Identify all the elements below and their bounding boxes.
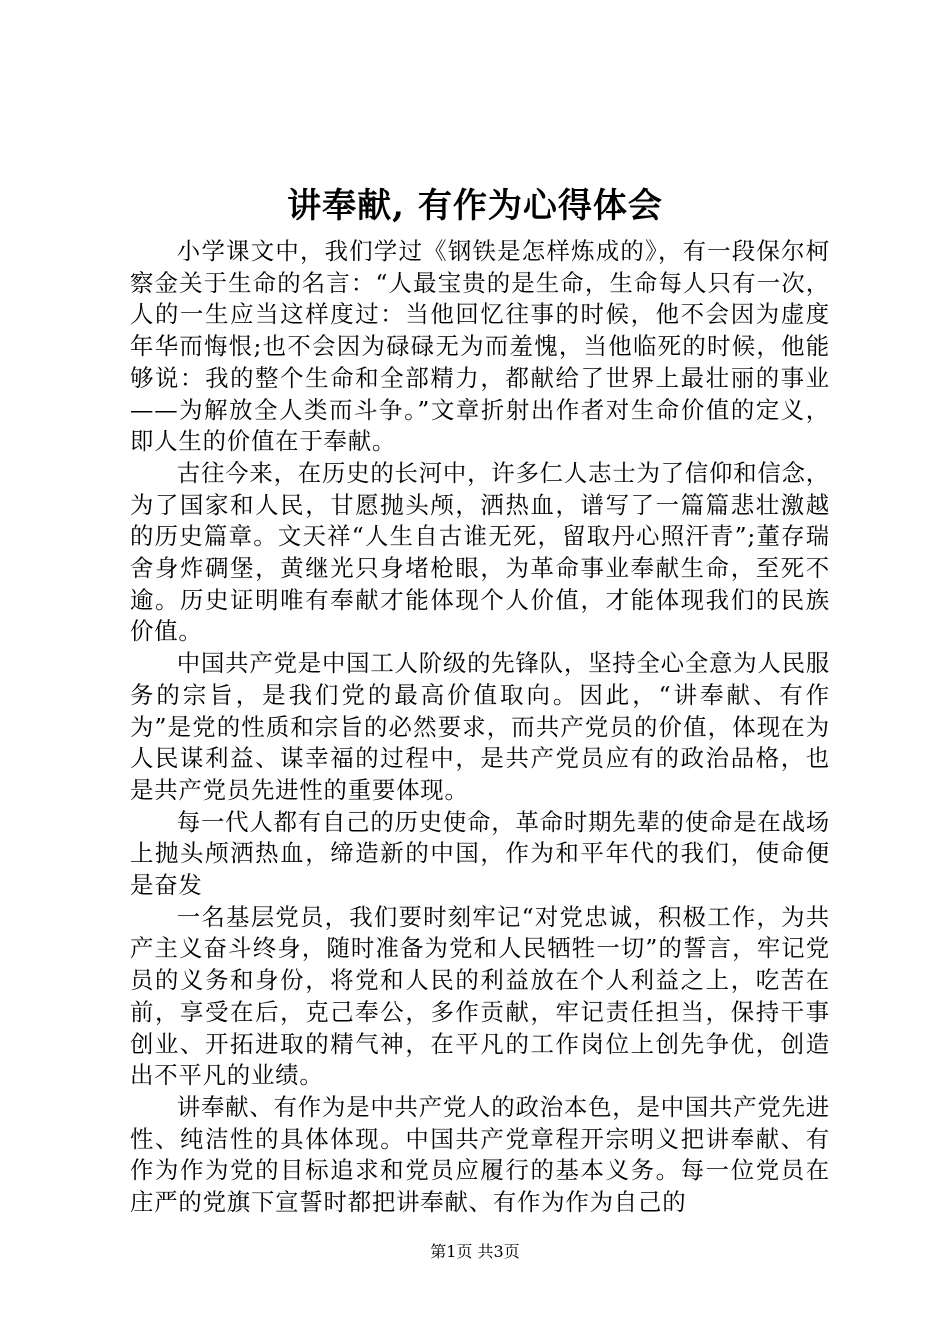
document-body: [130, 236, 830, 1219]
paragraph-4: 每一代人都有自己的历史使命，革命时期先辈的使命是在战场上抛头颅洒热血，缔造新的中国，作为和平年代的我们，使命便是奋发: [130, 807, 830, 900]
paragraph-1: 小学课文中，我们学过《钢铁是怎样炼成的》，有一段保尔柯察金关于生命的名言：“人最宝贵的是生命，生命每人只有一次，人的一生应当这样度过：当他回忆往事的时候，他不会因为虚度年华而悔恨;也不会因为碌碌无为而羞愧，当他临死的时候，他能够说：我的整个生命和全部精力，都献给了世界上最壮丽的事业——为解放全人类而斗争。”文章折射出作者对生命价值的定义，即人生的价值在于奉献。: [130, 237, 830, 456]
page-number-footer: 第1页 共3页: [430, 1242, 520, 1261]
paragraph-6: 讲奉献、有作为是中共产党人的政治本色，是中国共产党先进性、纯洁性的具体体现。中国共产党章程开宗明义把讲奉献、有作为作为党的目标追求和党员应履行的基本义务。每一位党员在庄严的党旗下宣誓时都把讲奉献、有作为作为自己的: [130, 1092, 830, 1217]
paragraph-2: 古往今来，在历史的长河中，许多仁人志士为了信仰和信念，为了国家和人民，甘愿抛头颅，洒热血，谱写了一篇篇悲壮激越的历史篇章。文天祥“人生自古谁无死，留取丹心照汗青”;董存瑞舍身炸碉堡，黄继光只身堵枪眼，为革命事业奉献生命，至死不逾。历史证明唯有奉献才能体现个人价值，才能体现我们的民族价值。: [130, 458, 830, 646]
paragraph-3: 中国共产党是中国工人阶级的先锋队，坚持全心全意为人民服务的宗旨，是我们党的最高价值取向。因此，“讲奉献、有作为”是党的性质和宗旨的必然要求，而共产党员的价值，体现在为人民谋利益、谋幸福的过程中，是共产党员应有的政治品格，也是共产党员先进性的重要体现。: [130, 649, 830, 804]
paragraph-5: 一名基层党员，我们要时刻牢记“对党忠诚，积极工作，为共产主义奋斗终身，随时准备为党和人民牺牲一切”的誓言，牢记党员的义务和身份，将党和人民的利益放在个人利益之上，吃苦在前，享受在后，克己奉公，多作贡献，牢记责任担当，保持干事创业、开拓进取的精气神，在平凡的工作岗位上创先争优，创造出不平凡的业绩。: [130, 902, 830, 1090]
document-title: 讲奉献, 有作为心得体会: [287, 186, 663, 226]
